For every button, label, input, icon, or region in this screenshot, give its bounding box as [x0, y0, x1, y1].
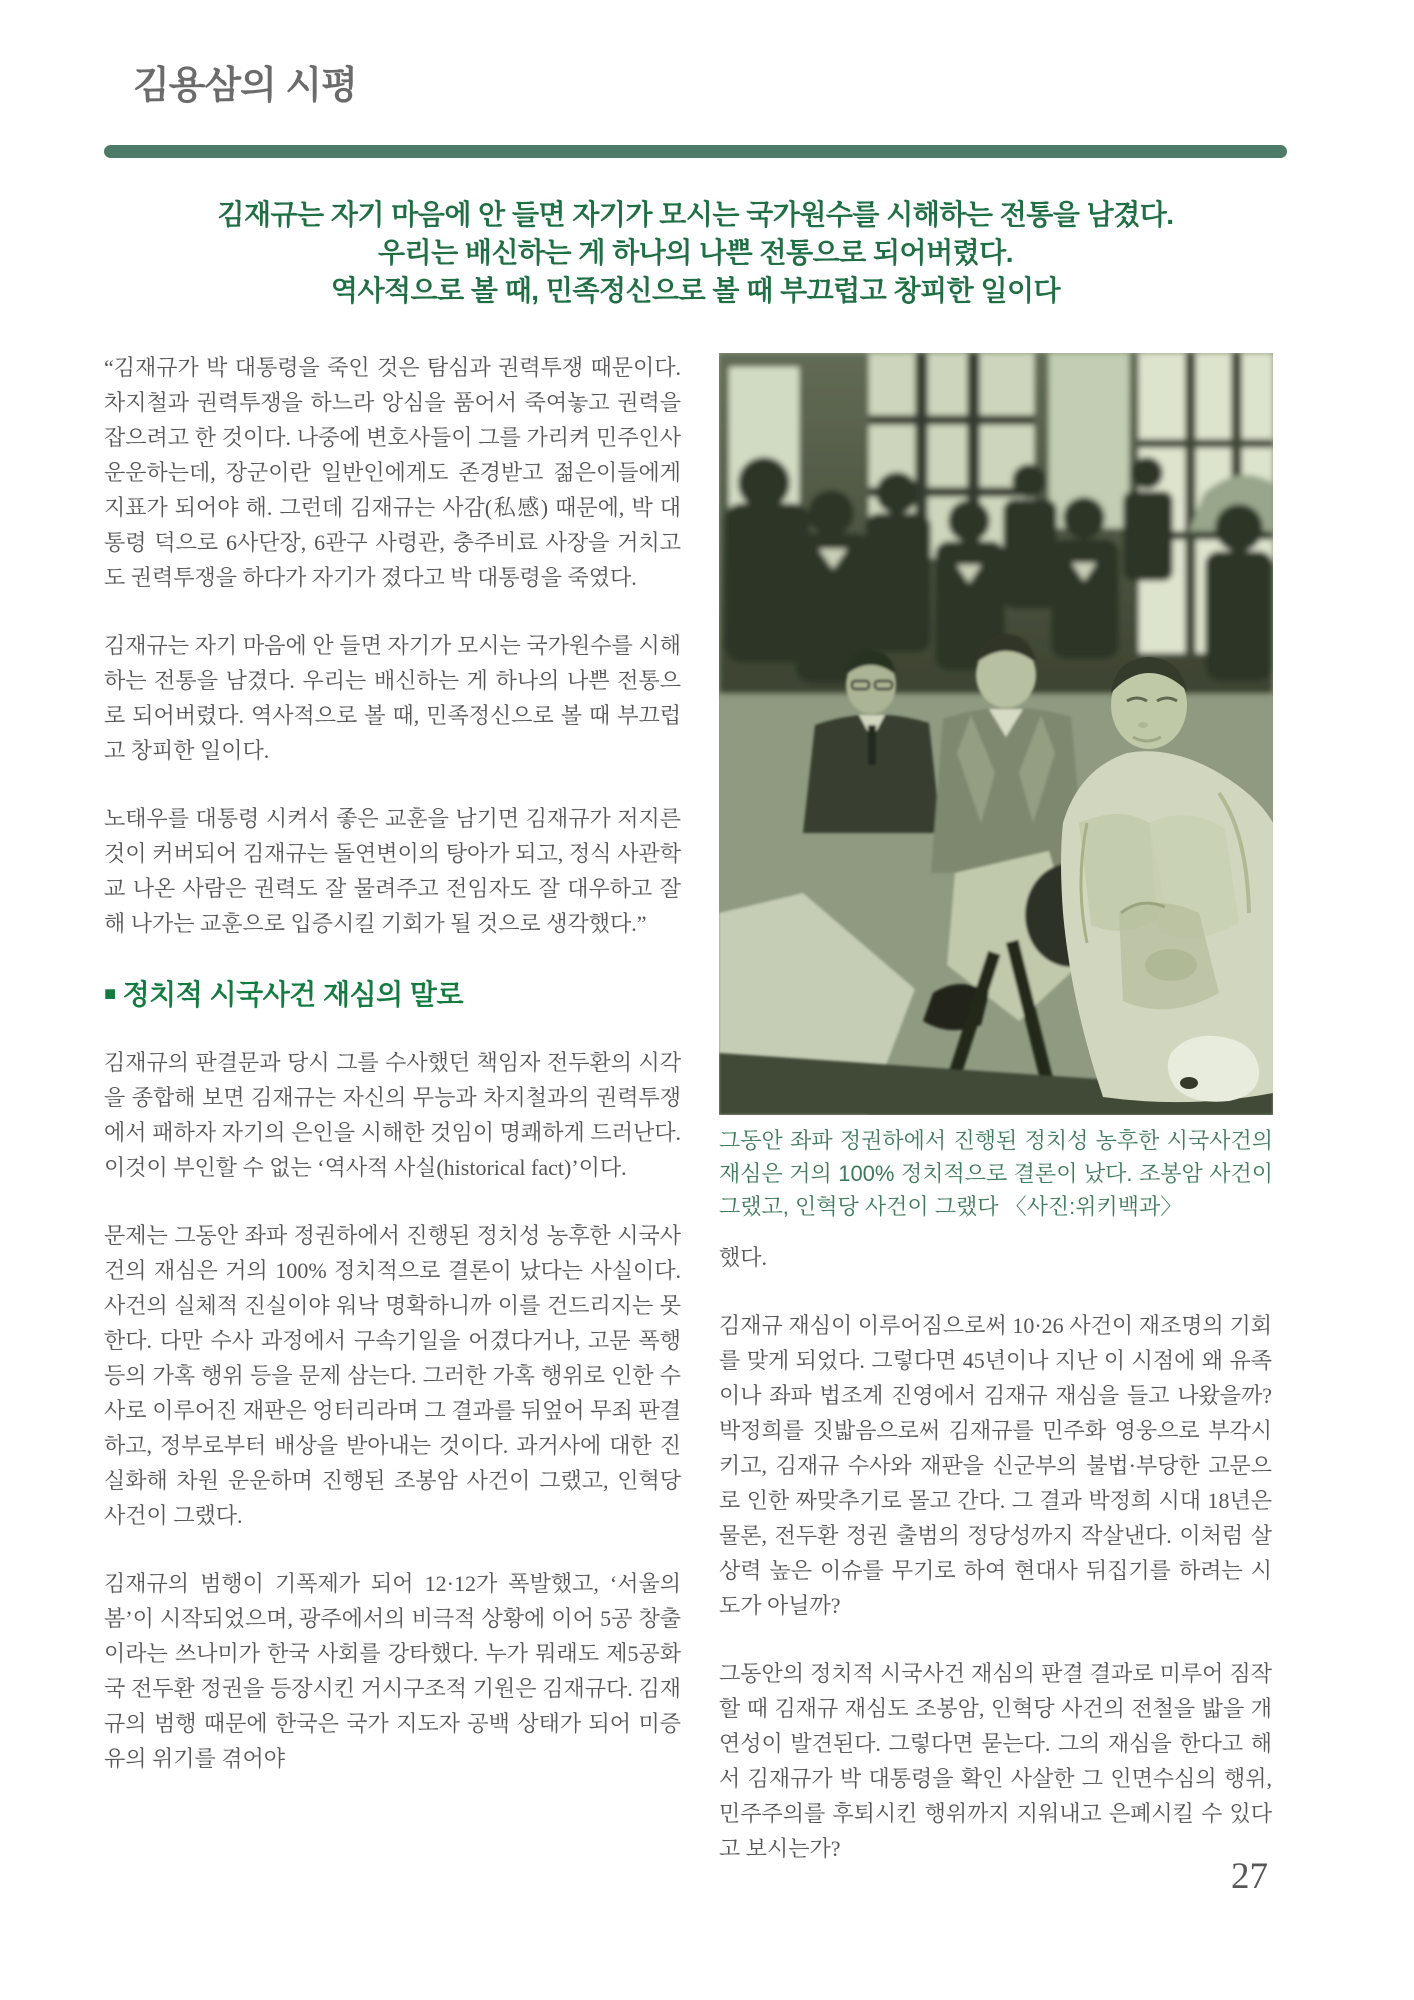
section-bullet-icon: ■ — [104, 983, 116, 1005]
headline-line-2: 우리는 배신하는 게 하나의 나쁜 전통으로 되어버렸다. — [377, 237, 1013, 268]
headline-line-1: 김재규는 자기 마음에 안 들면 자기가 모시는 국가원수를 시해하는 전통을 남겼다. — [217, 199, 1174, 230]
section-heading-text: 정치적 시국사건 재심의 말로 — [122, 979, 464, 1010]
paragraph-body-6: 그동안의 정치적 시국사건 재심의 판결 결과로 미루어 짐작할 때 김재규 재심도 조봉암, 인혁당 사건의 전철을 밟을 개연성이 발견된다. 그렇다면 묻는다. 그의 재심을 한다고 해서 김재규가 박 대통령을 확인 사살한 그 인면수심의 행위, 민주주의를 후퇴시킨 행위까지 지워내고 은폐시킬 수 있다고 보시는가? — [719, 1661, 1272, 1861]
paragraph-body-4: 했다. — [719, 1245, 768, 1270]
headline-line-3: 역사적으로 볼 때, 민족정신으로 볼 때 부끄럽고 창피한 일이다 — [330, 275, 1061, 306]
paragraph-body-1: 김재규의 판결문과 당시 그를 수사했던 책임자 전두환의 시각을 종합해 보면 김재규는 자신의 무능과 차지철과의 권력투쟁에서 패하자 자기의 은인을 시해한 것임이 명쾌하게 드러난다. 이것이 부인할 수 없는 ‘역사적 사실(historical fact)’이다. — [104, 1050, 681, 1180]
courtroom-photo — [719, 353, 1273, 1115]
paragraph-body-5: 김재규 재심이 이루어짐으로써 10·26 사건이 재조명의 기회를 맞게 되었다. 그렇다면 45년이나 지난 이 시점에 왜 유족이나 좌파 법조계 진영에서 김재규 재심을 들고 나왔을까? 박정희를 짓밟음으로써 김재규를 민주화 영웅으로 부각시키고, 김재규 수사와 재판을 신군부의 불법·부당한 고문으로 인한 짜맞추기로 몰고 간다. 그 결과 박정희 시대 18년은 물론, 전두환 정권 출범의 정당성까지 작살낸다. 이처럼 살상력 높은 이슈를 무기로 하여 현대사 뒤집기를 하려는 시도가 아닐까? — [719, 1313, 1272, 1618]
photo-caption: 그동안 좌파 정권하에서 진행된 정치성 농후한 시국사건의 재심은 거의 100% 정치적으로 결론이 났다. 조봉암 사건이 그랬고, 인혁당 사건이 그랬다 〈사진:위키백과〉 — [719, 1128, 1273, 1219]
paragraph-quote-3: 노태우를 대통령 시켜서 좋은 교훈을 남기면 김재규가 저지른 것이 커버되어 김재규는 돌연변이의 탕아가 되고, 정식 사관학교 나온 사람은 권력도 잘 물려주고 전임자도 잘 대우하고 잘해 나가는 교훈으로 입증시킬 기회가 될 것으로 생각했다.” — [104, 806, 681, 936]
paragraph-quote-1: “김재규가 박 대통령을 죽인 것은 탐심과 권력투쟁 때문이다. 차지철과 권력투쟁을 하느라 앙심을 품어서 죽여놓고 권력을 잡으려고 한 것이다. 나중에 변호사들이 그를 가리켜 민주인사 운운하는데, 장군이란 일반인에게도 존경받고 젊은이들에게 지표가 되어야 해. 그런데 김재규는 사감(私感) 때문에, 박 대통령 덕으로 6사단장, 6관구 사령관, 충주비료 사장을 거치고도 권력투쟁을 하다가 자기가 졌다고 박 대통령을 죽였다. — [104, 355, 681, 590]
left-column — [104, 350, 681, 1776]
page-number: 27 — [1231, 1856, 1268, 1897]
headline — [104, 196, 1287, 310]
paragraph-body-3: 김재규의 범행이 기폭제가 되어 12·12가 폭발했고, ‘서울의 봄’이 시작되었으며, 광주에서의 비극적 상황에 이어 5공 창출이라는 쓰나미가 한국 사회를 강타했다. 누가 뭐래도 제5공화국 전두환 정권을 등장시킨 거시구조적 기원은 김재규다. 김재규의 범행 때문에 한국은 국가 지도자 공백 상태가 되어 미증유의 위기를 겪어야 — [104, 1571, 681, 1771]
section-heading — [104, 974, 681, 1015]
green-rule — [104, 145, 1287, 158]
courtroom-photo-illustration — [719, 353, 1273, 1115]
paragraph-body-2: 문제는 그동안 좌파 정권하에서 진행된 정치성 농후한 시국사건의 재심은 거의 100% 정치적으로 결론이 났다는 사실이다. 사건의 실체적 진실이야 워낙 명확하니까 이를 건드리지는 못한다. 다만 수사 과정에서 구속기일을 어겼다거나, 고문 폭행 등의 가혹 행위 등을 문제 삼는다. 그러한 가혹 행위로 인한 수사로 이루어진 재판은 엉터리라며 그 결과를 뒤엎어 무죄 판결하고, 정부로부터 배상을 받아내는 것이다. 과거사에 대한 진실화해 차원 운운하며 진행된 조봉암 사건이 그랬고, 인혁당 사건이 그랬다. — [104, 1223, 681, 1528]
column-kicker: 김용삼의 시평 — [133, 65, 357, 107]
right-column — [719, 1240, 1272, 1866]
paragraph-quote-2: 김재규는 자기 마음에 안 들면 자기가 모시는 국가원수를 시해하는 전통을 남겼다. 우리는 배신하는 게 하나의 나쁜 전통으로 되어버렸다. 역사적으로 볼 때, 민족정신으로 볼 때 부끄럽고 창피한 일이다. — [104, 633, 681, 763]
